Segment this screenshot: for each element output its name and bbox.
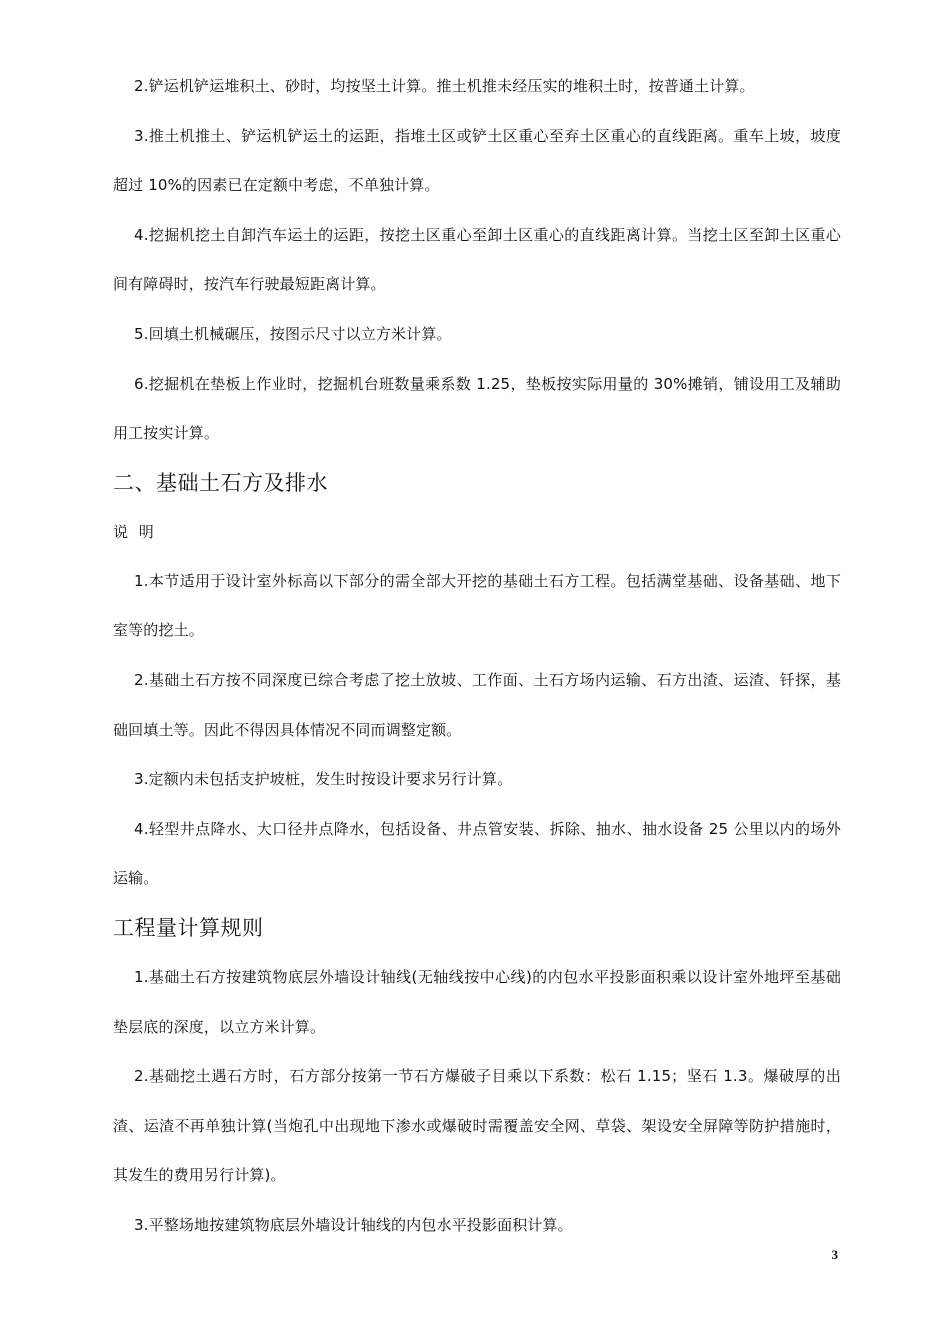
paragraph: 1.基础土石方按建筑物底层外墙设计轴线(无轴线按中心线)的内包水平投影面积乘以设计室外地坪至基础垫层底的深度，以立方米计算。 <box>113 967 841 1036</box>
paragraph: 4.轻型井点降水、大口径井点降水，包括设备、井点管安装、拆除、抽水、抽水设备 25 公里以内的场外运输。 <box>113 819 841 888</box>
paragraph: 2.基础土石方按不同深度已综合考虑了挖土放坡、工作面、土石方场内运输、石方出渣、运渣、钎探，基础回填土等。因此不得因具体情况不同而调整定额。 <box>113 670 841 739</box>
paragraph: 5.回填土机械碾压，按图示尺寸以立方米计算。 <box>134 324 452 343</box>
paragraph: 2.基础挖土遇石方时，石方部分按第一节石方爆破子目乘以下系数：松石 1.15；坚石 1.3。爆破厚的出渣、运渣不再单独计算(当炮孔中出现地下渗水或爆破时需覆盖安全网、草袋、架设安全屏障等防护措施时，其发生的费用另行计算)。 <box>113 1067 841 1185</box>
paragraph: 3.定额内未包括支护坡桩，发生时按设计要求另行计算。 <box>134 770 513 789</box>
paragraph: 4.挖掘机挖土自卸汽车运土的运距，按挖土区重心至卸土区重心的直线距离计算。当挖土区至卸土区重心间有障碍时，按汽车行驶最短距离计算。 <box>113 225 841 294</box>
section-heading: 工程量计算规则 <box>113 915 264 940</box>
page-content <box>113 62 841 1250</box>
paragraph: 2.铲运机铲运堆积土、砂时，均按坚土计算。推土机推未经压实的堆积土时，按普通土计算。 <box>134 77 755 95</box>
section-heading: 二、基础土石方及排水 <box>113 470 328 495</box>
paragraph: 6.挖掘机在垫板上作业时，挖掘机台班数量乘系数 1.25，垫板按实际用量的 30%摊销，铺设用工及辅助用工按实计算。 <box>113 374 841 443</box>
paragraph: 1.本节适用于设计室外标高以下部分的需全部大开挖的基础土石方工程。包括满堂基础、设备基础、地下室等的挖土。 <box>113 571 841 640</box>
page-number: 3 <box>831 1247 838 1262</box>
paragraph: 3.推土机推土、铲运机铲运土的运距，指堆土区或铲土区重心至弃土区重心的直线距离。重车上坡，坡度超过 10%的因素已在定额中考虑，不单独计算。 <box>113 126 841 195</box>
section-label: 说 明 <box>113 522 157 541</box>
paragraph: 3.平整场地按建筑物底层外墙设计轴线的内包水平投影面积计算。 <box>134 1215 573 1234</box>
